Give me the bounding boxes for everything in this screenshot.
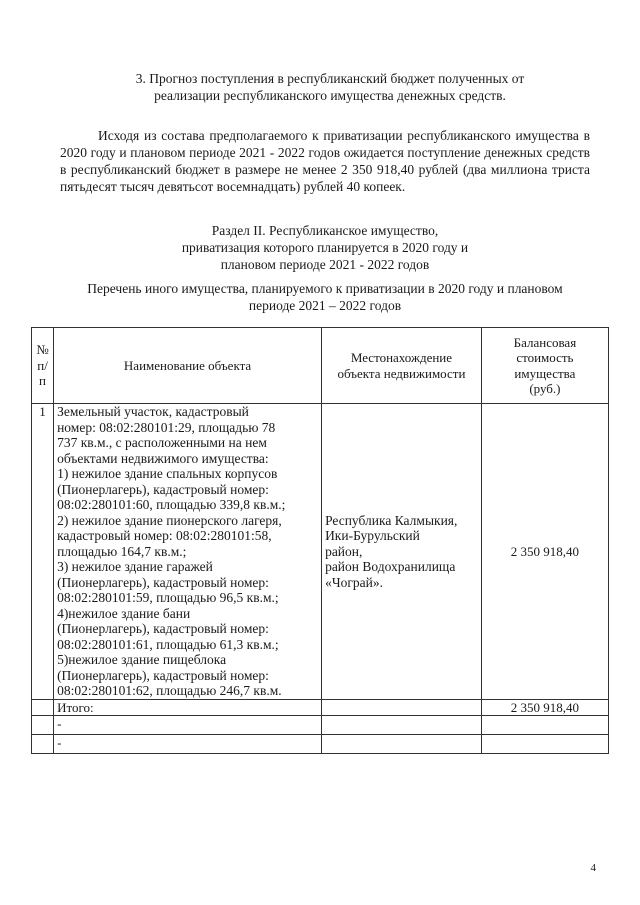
desc-line: 737 кв.м., с расположенными на нем	[57, 435, 267, 450]
header-text: п	[39, 373, 47, 389]
desc-line: кадастровый номер: 08:02:280101:58,	[57, 528, 272, 543]
header-text: п/	[37, 357, 48, 373]
header-num	[32, 328, 54, 404]
empty-cell	[481, 735, 608, 754]
header-text: (руб.)	[529, 381, 561, 396]
total-num-cell	[32, 699, 54, 716]
row-num: 1	[32, 404, 54, 700]
header-name: Наименование объекта	[54, 328, 322, 404]
section-2-heading	[60, 222, 590, 273]
object-value: 2 350 918,40	[481, 404, 608, 700]
heading-line: реализации республиканского имущества денежных средств.	[154, 88, 506, 103]
empty-cell	[322, 735, 482, 754]
desc-line: (Пионерлагерь), кадастровый номер:	[57, 481, 269, 497]
location-line: Ики-Бурульский	[325, 528, 420, 543]
desc-line: Земельный участок, кадастровый	[57, 404, 249, 419]
desc-line: (Пионерлагерь), кадастровый номер:	[57, 621, 269, 636]
table-row-total	[32, 699, 609, 716]
desc-line: 08:02:280101:59, площадью 96,5 кв.м.;	[57, 590, 279, 605]
heading-line: периоде 2021 – 2022 годов	[248, 298, 402, 313]
desc-line: (Пионерлагерь), кадастровый номер:	[57, 574, 269, 590]
header-text: объекта недвижимости	[337, 365, 466, 381]
desc-line: 08:02:280101:60, площадью 339,8 кв.м.;	[57, 497, 286, 512]
desc-line: 08:02:280101:62, площадью 246,7 кв.м.	[57, 683, 282, 698]
total-location-cell	[322, 699, 482, 716]
desc-line: 2) нежилое здание пионерского лагеря,	[57, 512, 282, 528]
total-value: 2 350 918,40	[481, 699, 608, 716]
desc-line: объектами недвижимого имущества:	[57, 450, 269, 466]
heading-line: плановом периоде 2021 - 2022 годов	[220, 257, 430, 272]
location-line: Республика Калмыкия,	[325, 512, 458, 528]
list-title	[40, 280, 610, 314]
table-header-row	[32, 328, 609, 404]
location-line: район,	[325, 543, 363, 559]
location-line: «Чограй».	[325, 574, 383, 590]
desc-line: (Пионерлагерь), кадастровый номер:	[57, 667, 269, 683]
object-location	[322, 404, 482, 700]
header-text: Балансовая	[513, 334, 577, 350]
section-3-heading	[100, 70, 560, 104]
empty-cell	[322, 716, 482, 735]
header-text: №	[36, 342, 49, 358]
empty-cell	[481, 716, 608, 735]
property-table	[31, 327, 609, 754]
desc-line: 4)нежилое здание бани	[57, 605, 191, 621]
header-text: Местонахождение	[350, 350, 453, 365]
heading-line: Раздел II. Республиканское имущество,	[211, 223, 439, 238]
empty-cell	[32, 716, 54, 735]
desc-line: площадью 164,7 кв.м.;	[57, 543, 187, 559]
dash-cell: -	[54, 735, 322, 754]
desc-line: 1) нежилое здание спальных корпусов	[57, 466, 278, 481]
desc-line: 08:02:280101:61, площадью 61,3 кв.м.;	[57, 636, 279, 652]
page-number: 4	[590, 862, 596, 874]
object-description	[54, 404, 322, 700]
table-row-empty	[32, 716, 609, 735]
header-text: стоимость	[516, 350, 574, 365]
desc-line: 5)нежилое здание пищеблока	[57, 652, 227, 667]
desc-line: номер: 08:02:280101:29, площадью 78	[57, 419, 276, 435]
location-line: район Водохранилища	[325, 559, 456, 574]
header-location	[322, 328, 482, 404]
heading-line: 3. Прогноз поступления в республиканский бюджет полученных от	[135, 71, 525, 86]
dash-cell: -	[54, 716, 322, 735]
heading-line: приватизация которого планируется в 2020 году и	[181, 240, 469, 255]
table-row	[32, 404, 609, 700]
heading-line: Перечень иного имущества, планируемого к приватизации в 2020 году и плановом	[87, 281, 563, 296]
forecast-paragraph: Исходя из состава предполагаемого к приватизации республиканского имущества в 2020 году и плановом периоде 2021 - 2022 годов ожидается поступление денежных средств в республиканский бюджет в размере не менее 2 350 918,40 рублей (два миллиона триста пятьдесят тысяч девятьсот восемнадцать) рублей 40 копеек.	[60, 128, 590, 194]
desc-line: 3) нежилое здание гаражей	[57, 559, 213, 574]
header-text: имущества	[514, 365, 576, 381]
table-row-empty	[32, 735, 609, 754]
empty-cell	[32, 735, 54, 754]
header-value	[481, 328, 608, 404]
total-label: Итого:	[54, 699, 322, 716]
